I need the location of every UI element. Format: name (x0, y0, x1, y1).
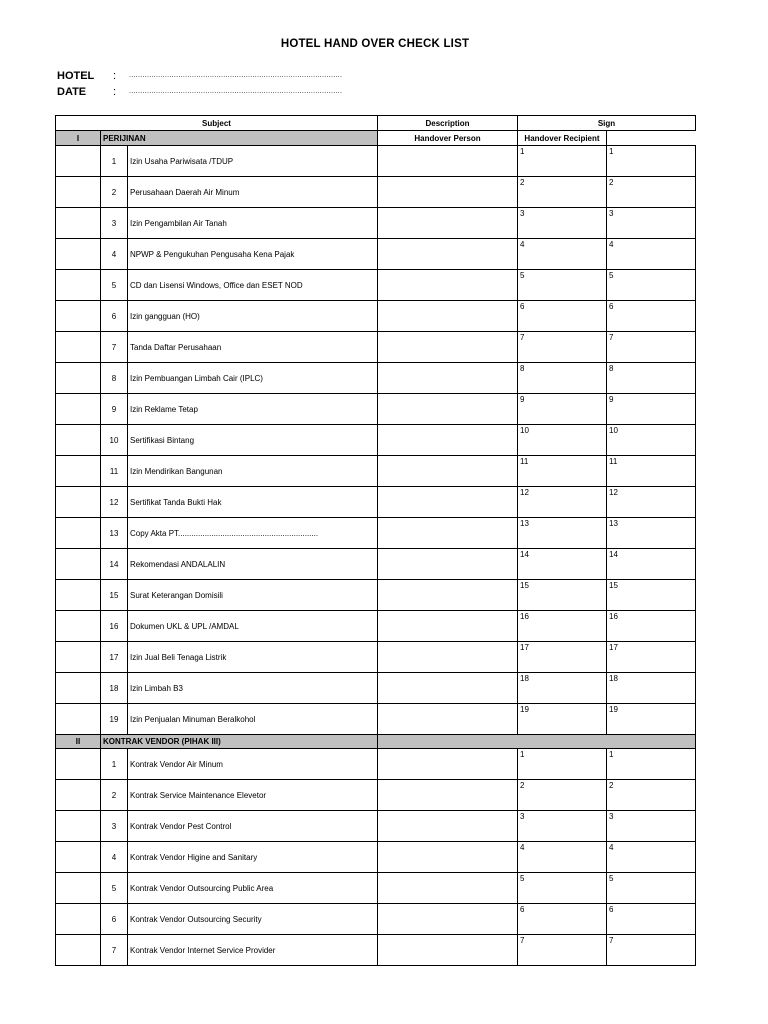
item-subject: Izin Reklame Tetap (128, 394, 378, 425)
blank-cell (56, 842, 101, 873)
checklist-table (55, 115, 696, 966)
description-cell[interactable] (378, 873, 518, 904)
item-subject: Sertifikasi Bintang (128, 425, 378, 456)
item-subject: Izin gangguan (HO) (128, 301, 378, 332)
description-cell[interactable] (378, 673, 518, 704)
handover-person-sign[interactable]: 18 (518, 673, 607, 704)
table-row (56, 518, 696, 549)
handover-person-sign[interactable]: 11 (518, 456, 607, 487)
table-row (56, 811, 696, 842)
blank-cell (56, 611, 101, 642)
section-filler (378, 735, 696, 749)
table-row (56, 780, 696, 811)
date-field (57, 86, 351, 98)
item-number: 1 (101, 146, 128, 177)
table-row (56, 208, 696, 239)
description-cell[interactable] (378, 301, 518, 332)
handover-recipient-sign[interactable]: 4 (607, 842, 696, 873)
handover-recipient-sign[interactable]: 19 (607, 704, 696, 735)
handover-person-header: Handover Person (378, 131, 518, 146)
blank-cell (56, 239, 101, 270)
table-row (56, 549, 696, 580)
handover-person-sign[interactable]: 8 (518, 363, 607, 394)
description-cell[interactable] (378, 239, 518, 270)
blank-cell (56, 873, 101, 904)
description-cell[interactable] (378, 580, 518, 611)
table-row (56, 332, 696, 363)
description-cell[interactable] (378, 146, 518, 177)
item-number: 3 (101, 208, 128, 239)
blank-cell (56, 301, 101, 332)
item-subject: Izin Jual Beli Tenaga Listrik (128, 642, 378, 673)
handover-person-sign[interactable]: 19 (518, 704, 607, 735)
handover-recipient-sign[interactable]: 1 (607, 146, 696, 177)
handover-recipient-sign[interactable]: 1 (607, 749, 696, 780)
hotel-label: HOTEL (57, 70, 95, 82)
hotel-field (57, 70, 351, 82)
item-subject: Izin Pengambilan Air Tanah (128, 208, 378, 239)
item-number: 7 (101, 935, 128, 966)
blank-cell (56, 456, 101, 487)
section-number: II (56, 735, 101, 749)
handover-person-sign[interactable]: 7 (518, 332, 607, 363)
table-row (56, 704, 696, 735)
description-cell[interactable] (378, 780, 518, 811)
item-number: 12 (101, 487, 128, 518)
handover-recipient-sign[interactable]: 5 (607, 873, 696, 904)
item-number: 2 (101, 177, 128, 208)
table-row (56, 487, 696, 518)
document-title: HOTEL HAND OVER CHECK LIST (280, 38, 470, 50)
date-colon: : (113, 86, 117, 98)
blank-cell (56, 518, 101, 549)
description-cell[interactable] (378, 394, 518, 425)
handover-person-sign[interactable]: 3 (518, 208, 607, 239)
handover-recipient-sign[interactable]: 9 (607, 394, 696, 425)
item-subject: Kontrak Vendor Higine and Sanitary (128, 842, 378, 873)
item-number: 19 (101, 704, 128, 735)
description-cell[interactable] (378, 842, 518, 873)
handover-recipient-sign[interactable]: 3 (607, 811, 696, 842)
hotel-value-line[interactable]: ............................................................................................... (129, 72, 343, 79)
handover-person-sign[interactable]: 2 (518, 780, 607, 811)
item-subject: Izin Mendirikan Bangunan (128, 456, 378, 487)
blank-cell (56, 580, 101, 611)
blank-cell (56, 549, 101, 580)
item-subject: NPWP & Pengukuhan Pengusaha Kena Pajak (128, 239, 378, 270)
blank-cell (56, 935, 101, 966)
sign-header: Sign (518, 116, 696, 131)
description-cell[interactable] (378, 425, 518, 456)
item-number: 7 (101, 332, 128, 363)
item-number: 15 (101, 580, 128, 611)
blank-cell (56, 673, 101, 704)
handover-person-sign[interactable]: 4 (518, 842, 607, 873)
table-row (56, 301, 696, 332)
handover-recipient-sign[interactable]: 12 (607, 487, 696, 518)
handover-recipient-sign[interactable]: 15 (607, 580, 696, 611)
table-row (56, 935, 696, 966)
handover-recipient-sign[interactable]: 7 (607, 935, 696, 966)
table-row (56, 673, 696, 704)
blank-cell (56, 363, 101, 394)
description-cell[interactable] (378, 935, 518, 966)
table-row (56, 239, 696, 270)
handover-recipient-header: Handover Recipient (518, 131, 607, 146)
description-cell[interactable] (378, 487, 518, 518)
item-subject: Kontrak Vendor Internet Service Provider (128, 935, 378, 966)
date-value-line[interactable]: ............................................................................................... (129, 88, 343, 95)
handover-person-sign[interactable]: 6 (518, 301, 607, 332)
subject-header: Subject (56, 116, 378, 131)
handover-person-sign[interactable]: 4 (518, 239, 607, 270)
blank-cell (56, 904, 101, 935)
item-subject: Kontrak Vendor Outsourcing Security (128, 904, 378, 935)
blank-cell (56, 177, 101, 208)
handover-recipient-sign[interactable]: 4 (607, 239, 696, 270)
item-subject: Izin Penjualan Minuman Beralkohol (128, 704, 378, 735)
item-number: 5 (101, 270, 128, 301)
handover-recipient-sign[interactable]: 7 (607, 332, 696, 363)
hotel-colon: : (113, 70, 117, 82)
section-row (56, 735, 696, 749)
item-number: 16 (101, 611, 128, 642)
description-cell[interactable] (378, 611, 518, 642)
table-row (56, 904, 696, 935)
item-number: 4 (101, 239, 128, 270)
item-subject: Kontrak Vendor Pest Control (128, 811, 378, 842)
handover-recipient-sign[interactable]: 8 (607, 363, 696, 394)
description-cell[interactable] (378, 363, 518, 394)
description-cell[interactable] (378, 549, 518, 580)
table-row (56, 642, 696, 673)
table-row (56, 363, 696, 394)
item-subject: Sertifikat Tanda Bukti Hak (128, 487, 378, 518)
item-number: 10 (101, 425, 128, 456)
item-number: 4 (101, 842, 128, 873)
section-row (56, 131, 696, 146)
handover-person-sign[interactable]: 5 (518, 873, 607, 904)
item-subject: Rekomendasi ANDALALIN (128, 549, 378, 580)
item-number: 6 (101, 904, 128, 935)
blank-cell (56, 811, 101, 842)
table-row (56, 611, 696, 642)
handover-person-sign[interactable]: 15 (518, 580, 607, 611)
item-number: 8 (101, 363, 128, 394)
description-cell[interactable] (378, 456, 518, 487)
handover-recipient-sign[interactable]: 5 (607, 270, 696, 301)
date-label: DATE (57, 86, 87, 98)
handover-recipient-sign[interactable]: 6 (607, 904, 696, 935)
handover-person-sign[interactable]: 16 (518, 611, 607, 642)
item-subject: Kontrak Vendor Air Minum (128, 749, 378, 780)
table-row (56, 873, 696, 904)
checklist-body (56, 131, 696, 966)
handover-recipient-sign[interactable]: 18 (607, 673, 696, 704)
item-subject: Dokumen UKL & UPL /AMDAL (128, 611, 378, 642)
item-number: 6 (101, 301, 128, 332)
description-cell[interactable] (378, 642, 518, 673)
blank-cell (56, 425, 101, 456)
item-subject: Copy Akta PT............................................................... (128, 518, 378, 549)
item-number: 13 (101, 518, 128, 549)
description-cell[interactable] (378, 811, 518, 842)
blank-cell (56, 146, 101, 177)
item-subject: Kontrak Vendor Outsourcing Public Area (128, 873, 378, 904)
description-cell[interactable] (378, 904, 518, 935)
item-subject: CD dan Lisensi Windows, Office dan ESET NOD (128, 270, 378, 301)
blank-cell (56, 332, 101, 363)
handover-person-sign[interactable]: 10 (518, 425, 607, 456)
item-subject: Izin Usaha Pariwisata /TDUP (128, 146, 378, 177)
blank-cell (56, 270, 101, 301)
item-subject: Perusahaan Daerah Air Minum (128, 177, 378, 208)
table-row (56, 425, 696, 456)
description-header: Description (378, 116, 518, 131)
handover-recipient-sign[interactable]: 16 (607, 611, 696, 642)
item-number: 3 (101, 811, 128, 842)
description-cell[interactable] (378, 270, 518, 301)
item-subject: Surat Keterangan Domisili (128, 580, 378, 611)
handover-recipient-sign[interactable]: 6 (607, 301, 696, 332)
item-subject: Kontrak Service Maintenance Elevetor (128, 780, 378, 811)
table-row (56, 146, 696, 177)
blank-cell (56, 642, 101, 673)
item-number: 5 (101, 873, 128, 904)
table-row (56, 177, 696, 208)
item-number: 1 (101, 749, 128, 780)
description-cell[interactable] (378, 177, 518, 208)
item-number: 9 (101, 394, 128, 425)
handover-recipient-sign[interactable]: 11 (607, 456, 696, 487)
description-cell[interactable] (378, 749, 518, 780)
handover-person-sign[interactable]: 2 (518, 177, 607, 208)
description-cell[interactable] (378, 332, 518, 363)
table-row (56, 456, 696, 487)
item-number: 14 (101, 549, 128, 580)
section-name: KONTRAK VENDOR (PIHAK III) (101, 735, 378, 749)
item-subject: Izin Pembuangan Limbah Cair (IPLC) (128, 363, 378, 394)
table-row (56, 394, 696, 425)
blank-cell (56, 780, 101, 811)
blank-cell (56, 394, 101, 425)
handover-recipient-sign[interactable]: 2 (607, 780, 696, 811)
table-row (56, 580, 696, 611)
item-subject: Izin Limbah B3 (128, 673, 378, 704)
handover-person-sign[interactable]: 3 (518, 811, 607, 842)
handover-recipient-sign[interactable]: 2 (607, 177, 696, 208)
handover-person-sign[interactable]: 6 (518, 904, 607, 935)
description-cell[interactable] (378, 518, 518, 549)
section-number: I (56, 131, 101, 146)
handover-person-sign[interactable]: 1 (518, 146, 607, 177)
section-name: PERIJINAN (101, 131, 378, 146)
handover-person-sign[interactable]: 7 (518, 935, 607, 966)
handover-recipient-sign[interactable]: 3 (607, 208, 696, 239)
table-row (56, 842, 696, 873)
handover-recipient-sign[interactable]: 14 (607, 549, 696, 580)
table-row (56, 749, 696, 780)
handover-person-sign[interactable]: 14 (518, 549, 607, 580)
handover-person-sign[interactable]: 12 (518, 487, 607, 518)
item-number: 18 (101, 673, 128, 704)
item-number: 17 (101, 642, 128, 673)
description-cell[interactable] (378, 704, 518, 735)
blank-cell (56, 704, 101, 735)
handover-person-sign[interactable]: 13 (518, 518, 607, 549)
handover-recipient-sign[interactable]: 17 (607, 642, 696, 673)
handover-recipient-sign[interactable]: 10 (607, 425, 696, 456)
handover-person-sign[interactable]: 9 (518, 394, 607, 425)
handover-person-sign[interactable]: 1 (518, 749, 607, 780)
blank-cell (56, 208, 101, 239)
description-cell[interactable] (378, 208, 518, 239)
handover-person-sign[interactable]: 5 (518, 270, 607, 301)
blank-cell (56, 749, 101, 780)
blank-cell (56, 487, 101, 518)
handover-recipient-sign[interactable]: 13 (607, 518, 696, 549)
table-row (56, 270, 696, 301)
item-subject: Tanda Daftar Perusahaan (128, 332, 378, 363)
item-number: 11 (101, 456, 128, 487)
item-number: 2 (101, 780, 128, 811)
handover-person-sign[interactable]: 17 (518, 642, 607, 673)
